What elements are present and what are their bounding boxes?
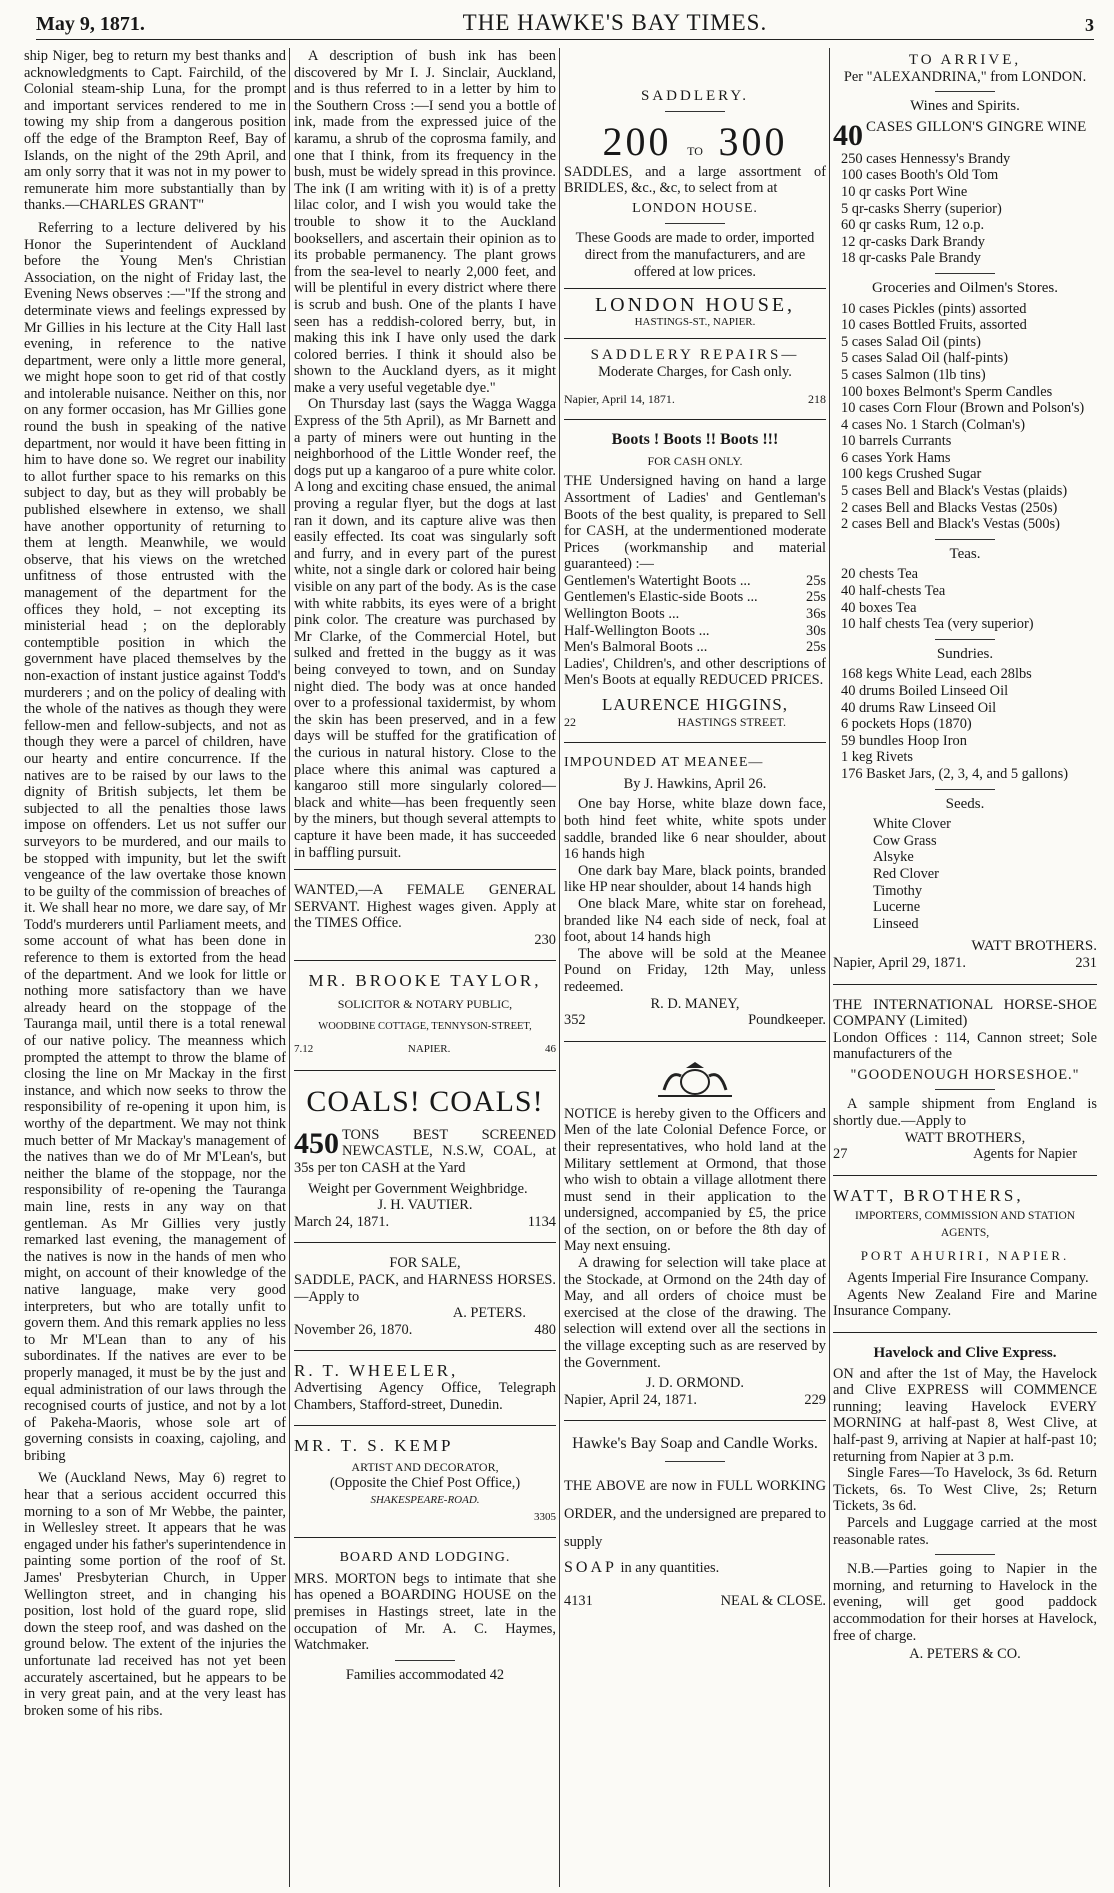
section-heading: Seeds.	[945, 795, 985, 812]
ad-shop-name: LONDON HOUSE,	[594, 294, 796, 317]
section-heading: Groceries and Oilmen's Stores.	[872, 279, 1058, 296]
price-value: 25s	[806, 639, 826, 656]
ad-text: The above will be sold at the Meanee Pound on Friday, 12th May, unless redeemed.	[564, 945, 826, 995]
masthead	[36, 8, 1094, 40]
list-item: 10 barrels Currants	[841, 433, 952, 450]
section-heading: Sundries.	[936, 645, 994, 662]
list-item: 6 pockets Hops (1870)	[841, 716, 972, 733]
ad-signature: WATT BROTHERS.	[971, 938, 1097, 955]
ad-heading: COALS! COALS!	[306, 1084, 544, 1118]
ad-express	[833, 1341, 1097, 1667]
price-item: Men's Balmoral Boots ...	[564, 639, 708, 656]
price-list	[564, 573, 826, 656]
list-item: 100 boxes Belmont's Sperm Candles	[841, 383, 1053, 400]
ad-address: HASTINGS-ST., NAPIER.	[634, 315, 756, 328]
ad-number: 230	[534, 931, 556, 948]
ad-text: THE ABOVE are now in FULL WORKING ORDER, and the undersigned are prepared to supply	[564, 1478, 826, 1551]
list-item: 5 cases Salad Oil (half-pints)	[841, 350, 1009, 367]
ad-heading: THE INTERNATIONAL HORSE-SHOE COMPANY (Limited)	[833, 996, 1097, 1030]
list-item: 176 Basket Jars, (2, 3, 4, and 5 gallons)	[841, 765, 1069, 782]
teas-list	[833, 566, 1097, 632]
ad-signature: A. PETERS & CO.	[909, 1646, 1021, 1663]
column-rule	[559, 48, 560, 1887]
ad-shop-name: LONDON HOUSE.	[632, 200, 758, 216]
ad-role: Poundkeeper.	[748, 1012, 826, 1029]
ad-number: 218	[808, 391, 826, 406]
ad-heading: SADDLERY.	[641, 88, 749, 104]
ad-text: Moderate Charges, for Cash only.	[598, 363, 792, 380]
ad-text: THE Undersigned having on hand a large Assortment of Ladies' and Gentleman's Boots of the best quality, is prepared to Sell for CASH, at the undermentioned moderate Prices (workmanship and material guaranteed) :—	[564, 473, 826, 573]
ad-heading: MR. BROOKE TAYLOR,	[308, 971, 542, 991]
ad-text: One dark bay Mare, black points, branded like HP near shoulder, about 14 hands high	[564, 862, 826, 896]
list-item: 4 cases No. 1 Starch (Colman's)	[841, 416, 1026, 433]
ad-text: Single Fares—To Havelock, 3s 6d. Return Tickets, 6s. To West Clive, 2s; Return Tickets, 3s 6d.	[833, 1465, 1097, 1515]
ad-quantity: 450	[294, 1126, 339, 1160]
list-item: 60 qr casks Rum, 12 o.p.	[841, 217, 985, 234]
ad-heading: IMPOUNDED AT MEANEE—	[564, 755, 764, 771]
ad-subheading: ARTIST AND DECORATOR,	[351, 1459, 499, 1474]
ad-heading: TO ARRIVE,	[908, 52, 1022, 68]
groceries-list	[833, 301, 1097, 533]
column-rule	[289, 48, 290, 1887]
price-item: Gentlemen's Elastic-side Boots ...	[564, 589, 758, 606]
ad-wheeler	[294, 1359, 556, 1417]
ad-to-arrive	[833, 48, 1097, 976]
ad-text: in any quantities.	[620, 1560, 720, 1577]
list-item: Alsyke	[873, 849, 914, 866]
ad-subheading: SOLICITOR & NOTARY PUBLIC,	[337, 997, 513, 1012]
list-item: 18 qr-casks Pale Brandy	[841, 250, 981, 267]
ad-text: WANTED,—A FEMALE GENERAL SERVANT. Highest wages given. Apply at the TIMES Office.	[294, 882, 556, 932]
wines-list	[833, 151, 1097, 267]
price-item: Wellington Boots ...	[564, 606, 680, 623]
range-start: 200	[602, 118, 672, 164]
list-item: 10 qr casks Port Wine	[841, 183, 968, 200]
ad-saddlery	[564, 84, 826, 411]
ad-text: Advertising Agency Office, Telegraph Chambers, Stafford-street, Dunedin.	[294, 1379, 556, 1413]
ad-kemp	[294, 1434, 556, 1529]
list-item: 6 cases York Hams	[841, 449, 951, 466]
ad-text: Ladies', Children's, and other descriptions of Men's Boots at equally REDUCED PRICES.	[564, 655, 826, 689]
ad-address: HASTINGS STREET.	[677, 714, 786, 729]
ad-heading: Boots ! Boots !! Boots !!!	[611, 431, 779, 449]
list-item: 2 cases Bell and Black's Vestas (500s)	[841, 516, 1060, 533]
ad-number: 27	[833, 1146, 848, 1163]
ad-number: 229	[804, 1391, 826, 1408]
list-item: 12 qr-casks Dark Brandy	[841, 233, 985, 250]
list-item: Red Clover	[873, 865, 939, 882]
ad-text: CASES GILLON'S GINGRE WINE	[866, 118, 1087, 135]
ad-signature: J. H. VAUTIER.	[377, 1197, 473, 1214]
ad-text: A drawing for selection will take place at the Stockade, at Ormond on the 24th day of May, and all orders of choice must be exercised at the close of the drawing. The selection will extend over all the sections in the village excepting such as are reserved by the Government.	[564, 1255, 826, 1371]
list-item: White Clover	[873, 816, 951, 833]
list-item: 5 cases Salmon (1lb tins)	[841, 366, 986, 383]
ad-heading: MR. T. S. KEMP	[294, 1436, 454, 1456]
ad-text: These Goods are made to order, imported direct from the manufacturers, and are offered at low prices.	[575, 230, 815, 280]
list-item: 10 cases Pickles (pints) assorted	[841, 300, 1027, 317]
ad-signature: NEAL & CLOSE.	[720, 1593, 826, 1609]
royal-arms-icon	[650, 1060, 740, 1100]
ad-signature: WATT BROTHERS,	[904, 1129, 1026, 1146]
column-1	[24, 48, 286, 1887]
article-white-kangaroo: On Thursday last (says the Wagga Wagga Express of the 5th April), as Mr Barnett and a party of miners were out hunting in the neighborhood of the Little Wonder reef, the dogs put up a kangaroo of a pure white color. A long and exciting chase ensued, the animal proving a regular flyer, but the dogs at last ran it down, and its capture alive was then easily effected. Its coat was singularly soft and furry, and in every part of the purest white, not a single dark or colored hair being visible on any part of the body. As is the case with white rabbits, its eyes were of a bright pink color. The creature was purchased by Mr Clarke, of the Commercial Hotel, but sulked and fretted in the buggy as it was being conveyed to town, and on Sunday night died. The body was at once handed over to a professional taxidermist, by whom the skin has been preserved, and in a few days will be stuffed for the gratification of the curious in natural history. Close to the place where this animal was captured a kangaroo still more singularly colored—black and white—has been frequently seen by the miners, but though several attempts to capture it have been made, it has succeeded in baffling pursuit.	[294, 396, 556, 861]
list-item: 10 half chests Tea (very superior)	[841, 616, 1034, 633]
ad-number: 231	[1075, 954, 1097, 971]
ad-signature: LAURENCE HIGGINS,	[601, 695, 789, 715]
list-item: 5 qr-casks Sherry (superior)	[841, 200, 1002, 217]
sundries-list	[833, 666, 1097, 782]
ad-subheading: FOR CASH ONLY.	[647, 453, 743, 468]
ad-text: N.B.—Parties going to Napier in the morning, and returning to Havelock in the evening, will get good paddock accommodation for their horses at Havelock, free of charge.	[833, 1561, 1097, 1644]
ad-number: 3305	[534, 1510, 556, 1523]
ad-wanted-servant	[294, 878, 556, 952]
ad-boots	[564, 428, 826, 734]
section-heading: Teas.	[949, 545, 981, 562]
ad-byline: By J. Hawkins, April 26.	[623, 775, 767, 792]
ad-text: SADDLE, PACK, and HARNESS HORSES.—Apply to	[294, 1272, 556, 1305]
ad-coals	[294, 1079, 556, 1235]
price-row	[564, 573, 826, 590]
price-value: 25s	[806, 589, 826, 606]
list-item: 40 drums Raw Linseed Oil	[841, 699, 997, 716]
column-rule	[829, 48, 830, 1887]
ad-date: March 24, 1871.	[294, 1213, 390, 1230]
article-bush-ink: A description of bush ink has been discovered by Mr I. J. Sinclair, Auckland, and is thus referred to in a letter by him to the Southern Cross :—I send you a bottle of ink, made from the expressed juice of the karamu, a shrub of the coprosma family, and one that I think, from its frequency in the bush, must be widely spread in this province. The ink (I am writing with it) is of a pretty lilac color, and I wish you would take the trouble to show it to the Auckland booksellers, and ascertain their opinion as to its probable permanency. The plant grows from the sea-level to nearly 2,000 feet, and will be plentiful in every district where there is scrub and bush. One of the plants I have seen has a reddish-colored berry, but, in making this ink I have only used the dark colored berries. I think it should also be shown to the Auckland dyers, as it might make a very useful vegetable dye."	[294, 48, 556, 396]
ad-date: November 26, 1870.	[294, 1321, 413, 1338]
ad-heading: WATT, BROTHERS,	[833, 1185, 1024, 1205]
ad-date: Napier, April 29, 1871.	[833, 954, 966, 971]
column-4	[833, 48, 1097, 1887]
ad-text: TONS BEST SCREENED NEWCASTLE, N.S.W, COAL, at 35s per ton CASH at the Yard	[294, 1126, 556, 1177]
ad-role: Agents for Napier	[973, 1146, 1077, 1163]
ad-signature: A. PETERS.	[452, 1305, 526, 1322]
ad-text: Agents Imperial Fire Insurance Company.	[847, 1270, 1089, 1287]
seeds-list	[833, 816, 1097, 932]
ad-heading: BOARD AND LODGING.	[339, 1550, 511, 1566]
range-to: TO	[687, 143, 703, 158]
list-item: 250 cases Hennessy's Brandy	[841, 150, 1011, 167]
price-value: 25s	[806, 572, 826, 589]
ad-watt-brothers	[833, 1184, 1097, 1324]
list-item: 10 cases Corn Flour (Brown and Polson's)	[841, 400, 1085, 417]
ad-number: 46	[544, 1043, 556, 1056]
ad-text: London Offices : 114, Cannon street; Sole manufacturers of the	[833, 1029, 1097, 1063]
ad-heading: Hawke's Bay Soap and Candle Works.	[572, 1435, 818, 1453]
ad-soap-works	[564, 1429, 826, 1613]
ad-signature: J. D. ORMOND.	[646, 1375, 744, 1392]
ad-text: Parcels and Luggage carried at the most reasonable rates.	[833, 1514, 1097, 1548]
price-item: Gentlemen's Watertight Boots ...	[564, 572, 751, 589]
list-item: 40 boxes Tea	[841, 599, 917, 616]
article-thanks: ship Niger, beg to return my best thanks and acknowledgments to Capt. Fairchild, of the Colonial steam-ship Luna, for the prompt and important services rendered to me in towing my ship from a dangerous position off the edge of the Brampton Reef, Bay of Islands, on the night of the 29th April, and am only sorry that it was not in my power to remunerate him more substantially than by thanks.—CHARLES GRANT"	[24, 48, 286, 214]
ad-number: 22	[564, 714, 576, 729]
ad-text: NOTICE is hereby given to the Officers and Men of the late Colonial Defence Force, or their representatives, who hold land at the Military settlement at Ormond, that those who wish to obtain a village allotment there must send in their application to the undersigned, accompanied by £5, the price of the section, on or before the 8th day of May next ensuing.	[564, 1105, 826, 1255]
range-end: 300	[718, 118, 788, 164]
ad-date: Napier, April 24, 1871.	[564, 1391, 697, 1408]
article-native-department: Referring to a lecture delivered by his Honor the Superintendent of Auckland before the Young Men's Christian Association, on the night of Friday last, the Evening News observes :—"If the strong and determinate views and feelings expressed by Mr Gillies in his lecture at the City Hall last evening, in reference to the native department, were only a little more general, we might hope soon to get rid of that costly and intolerable nuisance. Neither on this, nor on any former occasion, has Mr Gillies gone round the bush in speaking of the native department, nor would it have been fitting in him to have done so. We regret our inability to allot further space to his remarks on this subject to day, but as they will probably be published elsewhere in extenso, we shall have another opportunity of returning to them at length. Meanwhile, we would observe, that his views on the wretched unfitness of those entrusted with the management of the department for the offices they hold, – not excepting its ministerial head ; on the deplorably contemptible position in which the government have placed themselves by the non-exaction of instant justice against Todd's murderers ; and on the policy of dealing with the whole of the natives as though they were fellow-men and fellow-subjects, and not as though they were a parcel of children, have our hearty and entire concurrence. If the natives are to be raised by our laws to the dignity of British subjects, let them be subjected to all the penalties those laws impose on offenders. Let us not suffer our surveyors to be murdered, and our mails to be stopped with impunity, but let the swift vengeance of the law overtake those known to be guilty of the commission of breaches of it. We shall hear no more, we dare say, of Mr Todd's murderers until Parliament meets, and some account of what has been done in reference to them is extorted from the head of the department. And we look for little or nothing more satisfactory than we have already heard on the stoppage of the Tauranga mail, until there is a total renewal of our native policy. The meanness which prompted the attempt to throw the blame of closing the line on Mr Mackay in the first instance, and which now seeks to throw the responsibility of re-opening it upon him, is worthy of the department. We may not think much better of Mr Mackay's management of the natives than we do of Mr M'Lean's, but neither the blame of the stoppage, nor the responsibility of re-opening the Tauranga main line, rests in any way on that gentleman. As Mr Gillies very justly remarked last evening, the management of the natives is now in the hands of men who might, on account of their knowledge of the native language, make very good interpreters, but who are totally unfit to govern them. And this remark applies no less to Mr M'Lean than to any of his subordinates. If the natives are ever to be properly managed, it must be by the just and equal administration of our laws through the recognised courts of justice, and not by a lot of Pakeha-Maoris, whose sole art of governing consists in coaxing, cajoling, and bribing	[24, 219, 286, 1464]
list-item: Lucerne	[873, 899, 921, 916]
price-value: 30s	[806, 622, 826, 639]
list-item: 59 bundles Hoop Iron	[841, 732, 967, 749]
ad-number: 1134	[527, 1213, 556, 1230]
page-number: 3	[1085, 15, 1094, 35]
ad-text: One bay Horse, white blaze down face, both hind feet white, white spots under saddle, branded like 6 near shoulder, about 16 hands high	[564, 796, 826, 863]
ad-text: ON and after the 1st of May, the Havelock and Clive EXPRESS will COMMENCE running; leaving Havelock EVERY MORNING at half-past 8, West Clive, at half-past 9, arriving at Napier at half-past 10; returning from Napier at 3 p.m.	[833, 1365, 1097, 1465]
ad-address: WOODBINE COTTAGE, TENNYSON-STREET,	[318, 1020, 532, 1032]
article-accident: We (Auckland News, May 6) regret to hear that a serious accident occurred this morning to a son of Mr Webbe, the painter, in Wellesley street. It appears that he was engaged under his father's superintendence in painting some portion of the roof of St. James' Presbyterian Church, in Upper Wellington street, and in changing his position, lost hold of the guard rope, slid down the steep roof, and was dashed on the ground below. The extent of the injuries the unfortunate lad received has not yet been accurately ascertained, but he appears to be in very great pain, and at the very least has broken some of his ribs.	[24, 1470, 286, 1719]
newspaper-title: THE HAWKE'S BAY TIMES.	[462, 10, 768, 35]
ad-text: A sample shipment from England is shortly due.—Apply to	[833, 1096, 1097, 1130]
ad-quantity: 40	[833, 118, 863, 152]
ad-ormond-notice	[564, 1050, 826, 1413]
list-item: 2 cases Bell and Blacks Vestas (250s)	[841, 499, 1058, 516]
ad-number: 4131	[564, 1593, 593, 1609]
ad-signature: R. D. MANEY,	[650, 995, 740, 1012]
list-item: 1 keg Rivets	[841, 749, 913, 766]
ad-number: 352	[564, 1012, 586, 1029]
list-item: 40 half-chests Tea	[841, 583, 946, 600]
ad-brooke-taylor	[294, 969, 556, 1061]
list-item: 20 chests Tea	[841, 566, 919, 583]
ad-weighbridge: Weight per Government Weighbridge.	[308, 1180, 528, 1197]
list-item: 168 kegs White Lead, each 28lbs	[841, 666, 1032, 683]
list-item: 40 drums Boiled Linseed Oil	[841, 683, 1009, 699]
ad-heading: FOR SALE,	[389, 1255, 461, 1272]
ad-product: "GOODENOUGH HORSESHOE."	[850, 1066, 1080, 1083]
ad-address: PORT AHURIRI, NAPIER.	[860, 1247, 1070, 1263]
price-value: 36s	[806, 606, 826, 623]
ad-subheading: IMPORTERS, COMMISSION AND STATION AGENTS,	[854, 1210, 1076, 1240]
ad-address: (Opposite the Chief Post Office,)	[329, 1475, 521, 1492]
list-item: 100 kegs Crushed Sugar	[841, 466, 982, 483]
ad-text: One black Mare, white star on forehead, branded like N4 each side of neck, foal at foot, about 14 hands high	[564, 895, 826, 946]
column-2	[294, 48, 556, 1887]
price-row	[564, 589, 826, 606]
price-item: Half-Wellington Boots ...	[564, 622, 710, 639]
list-item: Cow Grass	[873, 832, 937, 849]
ad-board-lodging	[294, 1546, 556, 1687]
ad-text: MRS. MORTON begs to intimate that she has opened a BOARDING HOUSE on the premises in Hastings street, late in the occupation of Mr. A. C. Haymes, Watchmaker.	[294, 1570, 556, 1654]
ad-date: Napier, April 14, 1871.	[564, 391, 675, 406]
list-item: 5 cases Bell and Black's Vestas (plaids)	[841, 483, 1068, 500]
ad-subheading: Per "ALEXANDRINA," from LONDON.	[843, 68, 1087, 85]
ad-town: NAPIER.	[407, 1043, 451, 1056]
ad-repairs: SADDLERY REPAIRS—	[590, 347, 800, 364]
ad-footer: Families accommodated 42	[345, 1666, 505, 1683]
list-item: 5 cases Salad Oil (pints)	[841, 333, 981, 350]
ad-impounded	[564, 751, 826, 1033]
ad-road: SHAKESPEARE-ROAD.	[370, 1493, 480, 1506]
ad-horseshoe-company	[833, 993, 1097, 1167]
price-row	[564, 639, 826, 656]
list-item: 10 cases Bottled Fruits, assorted	[841, 317, 1027, 334]
ad-number: 480	[534, 1321, 556, 1338]
issue-date: May 9, 1871.	[36, 13, 145, 35]
ad-product: SOAP	[564, 1559, 617, 1577]
ad-text: SADDLES, and a large assortment of BRIDLES, &c., &c, to select from at	[564, 163, 826, 197]
column-3	[564, 48, 826, 1887]
ad-text: Agents New Zealand Fire and Marine Insurance Company.	[833, 1286, 1097, 1320]
list-item: Timothy	[873, 882, 923, 899]
price-row	[564, 606, 826, 623]
list-item: Linseed	[873, 915, 919, 932]
list-item: 100 cases Booth's Old Tom	[841, 167, 999, 184]
price-row	[564, 623, 826, 640]
section-heading: Wines and Spirits.	[910, 98, 1020, 115]
ad-heading: Havelock and Clive Express.	[873, 1345, 1057, 1361]
ad-heading: R. T. WHEELER,	[294, 1361, 459, 1381]
ad-for-sale	[294, 1251, 556, 1342]
ad-date: 7.12	[294, 1043, 314, 1056]
